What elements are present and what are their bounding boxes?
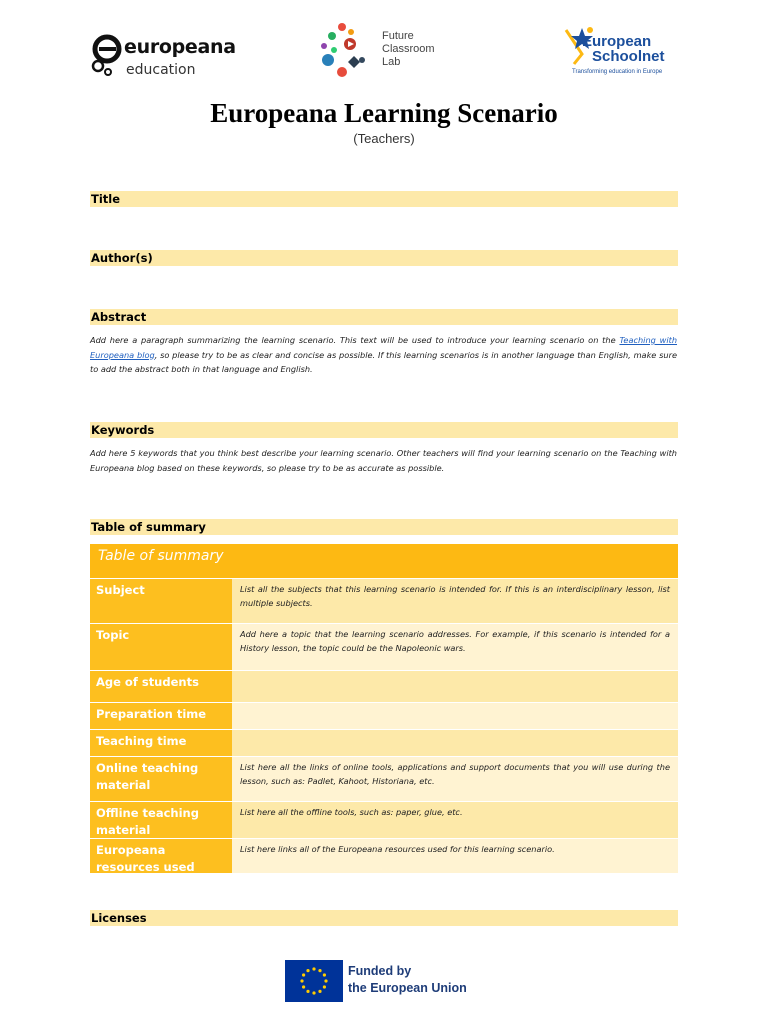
row-key: Europeana resources used [90,839,232,873]
table-row [90,623,678,670]
fcl-mark-icon [318,22,366,80]
fcl-text [382,30,435,69]
funded-line2: the European Union [348,981,467,995]
europeana-mark-icon [90,32,124,78]
row-value: List here links all of the Europeana resources used for this learning scenario. [232,839,678,873]
europeana-word: europeana [124,36,236,58]
row-key: Topic [90,624,232,670]
table-row [90,670,678,702]
european-schoolnet-logo [562,24,682,80]
table-row [90,578,678,623]
section-authors: Author(s) [90,250,678,266]
table-row [90,702,678,729]
row-value: List here all the offline tools, such as: paper, glue, etc. [232,802,678,838]
summary-table [90,544,678,873]
table-row [90,756,678,801]
row-key: Online teaching material [90,757,232,801]
row-key: Teaching time [90,730,232,756]
europeana-sub: education [126,62,196,78]
row-value: Add here a topic that the learning scenario addresses. For example, if this scenario is intended for a History lesson, the topic could be the Napoleonic wars. [232,624,678,670]
funded-by-text [348,963,467,997]
row-value [232,703,678,729]
europeana-education-logo [90,30,236,82]
section-title: Title [90,191,678,207]
eu-funding-logo [285,960,485,1002]
abstract-text [90,333,677,377]
funded-line1: Funded by [348,964,412,978]
header-logos [0,22,768,82]
teaching-blog-link[interactable]: Teaching with Europeana blog [90,335,678,360]
page-subtitle: (Teachers) [353,131,415,146]
row-value [232,671,678,702]
fcl-line: Future [382,30,414,42]
row-key: Offline teaching material [90,802,232,838]
abstract-after: , so please try to be as clear and concise as possible. If this learning scenarios is in another language than English, make sure to add the abstract both in that language and English. [90,349,678,374]
section-table-of-summary: Table of summary [90,519,678,535]
keywords-text: Add here 5 keywords that you think best describe your learning scenario. Other teachers will find your learning scenario on the Teaching with Europeana blog based on these keywords, so please try to be as accurate as possible. [90,448,677,473]
row-value: List here all the links of online tools, applications and support documents that you will use during the lesson, such as: Padlet, Kahoot, Historiana, etc. [232,757,678,801]
table-row [90,801,678,838]
row-value [232,730,678,756]
summary-table-header: Table of summary [90,544,678,578]
section-keywords: Keywords [90,422,678,438]
fcl-line: Classroom [382,43,435,55]
esn-line1: European [582,33,652,50]
row-key: Subject [90,579,232,623]
section-abstract: Abstract [90,309,678,325]
fcl-line: Lab [382,56,401,68]
table-row [90,729,678,756]
row-key: Age of students [90,671,232,702]
esn-word [582,34,665,64]
future-classroom-lab-logo [318,22,458,82]
section-licenses: Licenses [90,910,678,926]
row-value: List all the subjects that this learning scenario is intended for. If this is an interdisciplinary lesson, list multiple subjects. [232,579,678,623]
table-row [90,838,678,873]
esn-line2: Schoolnet [592,48,665,65]
row-key: Preparation time [90,703,232,729]
abstract-before: Add here a paragraph summarizing the learning scenario. This text will be used to introduce your learning scenario on the [90,335,620,345]
eu-flag-icon [285,960,343,1002]
page-title: Europeana Learning Scenario [210,98,558,128]
esn-tagline: Transforming education in Europe [572,69,663,75]
